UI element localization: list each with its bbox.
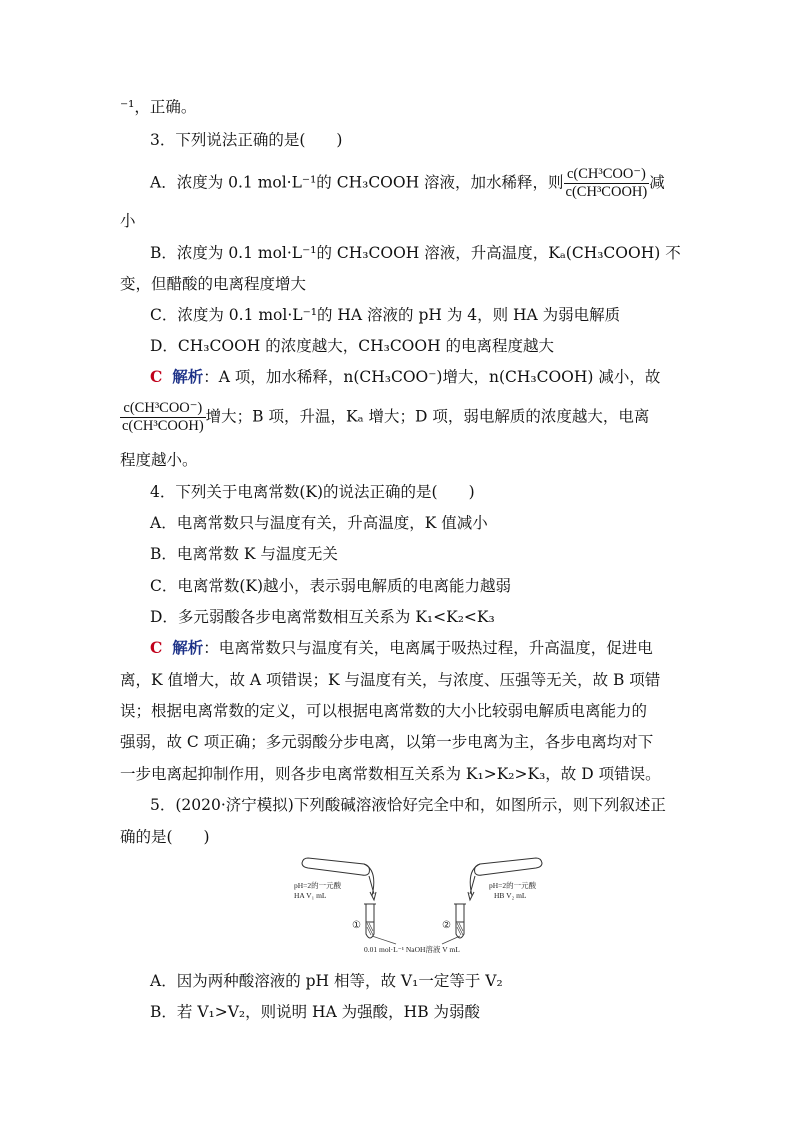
answer-4-line-2: 离，K 值增大，故 A 项错误；K 与温度有关，与浓度、压强等无关，故 B 项错 [120,671,661,689]
question-5: 5．(2020·济宁模拟)下列酸碱溶液恰好完全中和，如图所示，则下列叙述正 [150,796,666,814]
question-4: 4．下列关于电离常数(K)的说法正确的是( ) [150,483,475,501]
titration-figure [292,848,552,954]
answer-letter: C [150,367,163,386]
answer-4: C 解析：电离常数只与温度有关，电离属于吸热过程，升高温度，促进电 [150,638,653,657]
right-acid-label-2: HB V₂ mL [494,891,527,900]
question-5-cont: 确的是( ) [120,828,210,846]
fraction-ratio: $\frac{\text{c(CH³COO⁻)}}{\text{c(CH³COOH)}}$ [122,400,204,434]
question-3-option-a-cont: 小 [120,212,136,230]
tube-2-number: ② [442,920,451,931]
question-4-option-c: C．电离常数(K)越小，表示弱电解质的电离能力越弱 [150,577,512,595]
tube-1-number: ① [352,920,361,931]
right-acid-label-1: pH=2的一元酸 [489,881,537,890]
question-3-option-b-cont: 变，但醋酸的电离程度增大 [120,275,307,293]
test-tube-1-icon [364,904,376,938]
test-tube-2-icon [454,904,466,938]
answer-4-line-3: 误；根据电离常数的定义，可以根据电离常数的大小比较弱电解质电离能力的 [120,702,648,720]
leader-lines [372,936,460,944]
analysis-label: 解析 [172,638,204,657]
question-3-option-a: A．浓度为 0.1 mol·L⁻¹的 CH₃COOH 溶液，加水稀释，则 $\frac{\text{c(CH³COO⁻)}}{\text{c(CH³COOH)}}$ 减 [150,166,665,200]
question-4-option-a: A．电离常数只与温度有关，升高温度，K 值减小 [150,514,488,532]
answer-3-line-2: $\frac{\text{c(CH³COO⁻)}}{\text{c(CH³COOH)}}$ 增大；B 项，升温，Kₐ 增大；D 项，弱电解质的浓度越大，电离 [122,400,650,434]
question-5-option-a: A．因为两种酸溶液的 pH 相等，故 V₁一定等于 V₂ [150,972,503,990]
text-line-continuation: ⁻¹，正确。 [120,98,197,116]
answer-4-line-4: 强弱，故 C 项正确；多元弱酸分步电离，以第一步电离为主，各步电离均对下 [120,733,654,751]
question-5-option-b: B．若 V₁>V₂，则说明 HA 为强酸，HB 为弱酸 [150,1003,481,1021]
fraction-ratio: $\frac{\text{c(CH³COO⁻)}}{\text{c(CH³COOH)}}$ [565,166,648,200]
left-acid-label-1: pH=2的一元酸 [294,881,342,890]
naoh-label: 0.01 mol·L⁻¹ NaOH溶液 V mL [364,945,460,954]
left-acid-label-2: HA V₁ mL [294,891,327,900]
question-3-option-d: D．CH₃COOH 的浓度越大，CH₃COOH 的电离程度越大 [150,337,555,355]
question-4-option-b: B．电离常数 K 与温度无关 [150,545,338,563]
answer-3-line-3: 程度越小。 [120,451,198,469]
answer-letter: C [150,638,163,657]
answer-4-line-5: 一步电离起抑制作用，则各步电离常数相互关系为 K₁>K₂>K₃，故 D 项错误。 [120,765,661,783]
question-3: 3．下列说法正确的是( ) [150,131,343,149]
question-3-option-c: C．浓度为 0.1 mol·L⁻¹的 HA 溶液的 pH 为 4，则 HA 为弱电解质 [150,306,621,324]
question-3-option-b: B．浓度为 0.1 mol·L⁻¹的 CH₃COOH 溶液，升高温度，Kₐ(CH₃COOH) 不 [150,244,681,262]
answer-3: C 解析：A 项，加水稀释，n(CH₃COO⁻)增大，n(CH₃COOH) 减小，故 [150,367,661,386]
question-4-option-d: D．多元弱酸各步电离常数相互关系为 K₁<K₂<K₃ [150,608,495,626]
analysis-label: 解析 [172,367,204,386]
